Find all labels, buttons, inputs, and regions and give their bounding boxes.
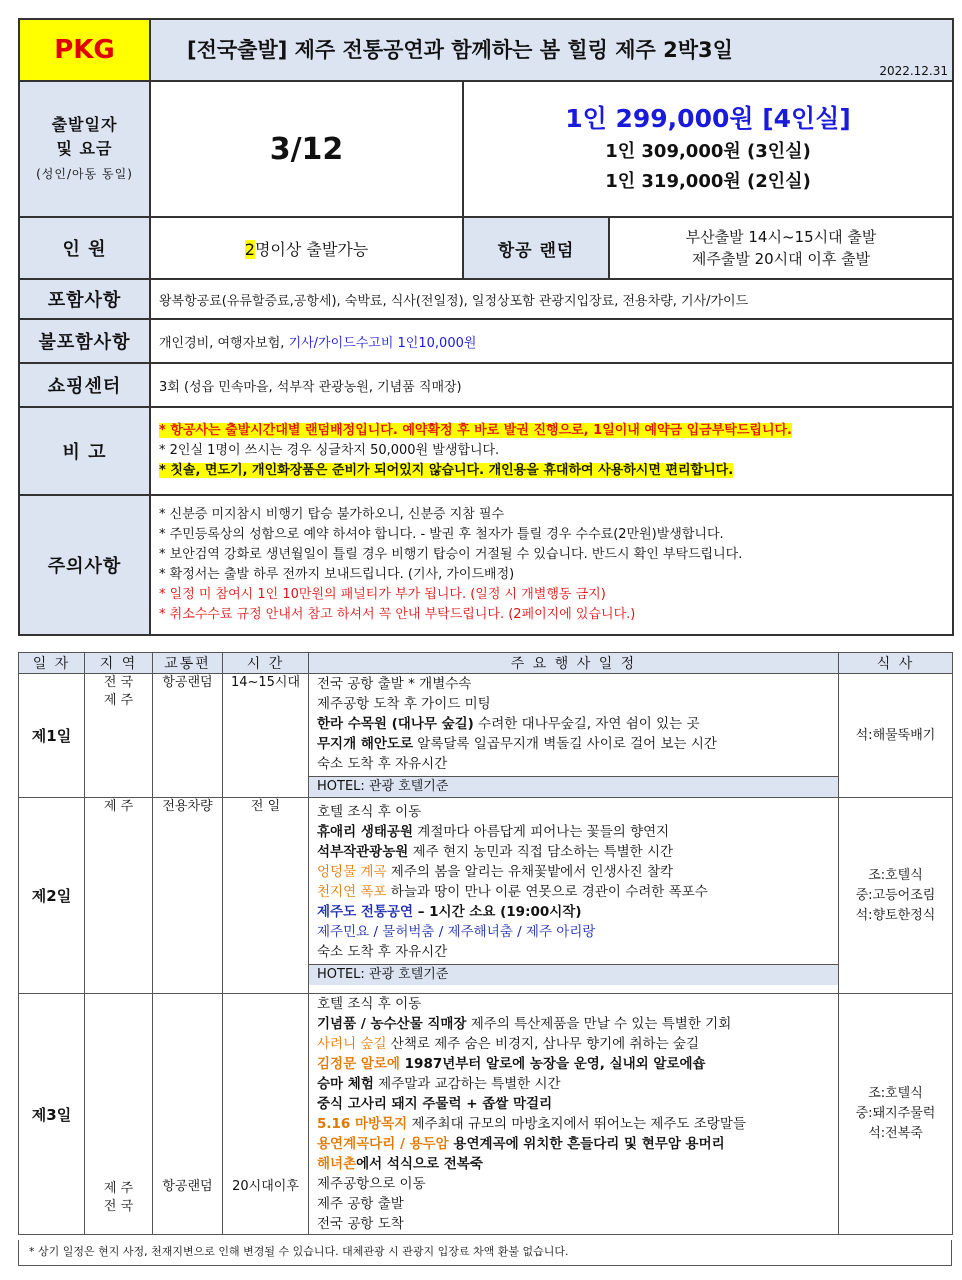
transport: 항공랜덤 [153, 994, 223, 1235]
included-value: 왕복항공료(유류할증료,공항세), 숙박료, 식사(전일정), 일정상포함 관광지입장료, 전용차량, 기사/가이드 [150, 279, 953, 319]
page-title [150, 19, 953, 81]
time: 14~15시대 [223, 674, 309, 798]
remark-line-1: * 항공사는 출발시간대별 랜덤배정입니다. 예약확정 후 바로 발권 진행으로, 1일이내 예약금 입금부탁드립니다. [159, 423, 792, 438]
footer-note: * 상기 일정은 현지 사정, 천재지변으로 인해 변경될 수 있습니다. 대체관광 시 관광지 입장료 차액 환불 없습니다. [18, 1240, 952, 1266]
pkg-badge: PKG [19, 19, 150, 81]
people-label: 인 원 [19, 217, 150, 279]
itinerary-table [18, 652, 953, 1235]
hotel-info: HOTEL: 관광 호텔기준 [309, 776, 838, 797]
price-cell [463, 81, 953, 217]
day-row [19, 798, 953, 994]
col-header-meal: 식 사 [839, 653, 953, 674]
flight-times: 부산출발 14시~15시대 출발 제주출발 20시대 이후 출발 [609, 217, 953, 279]
excluded-label: 불포함사항 [19, 319, 150, 363]
shopping-label: 쇼핑센터 [19, 363, 150, 407]
caution-line: * 확정서는 출발 하루 전까지 보내드립니다. (기사, 가이드배정) [159, 567, 515, 582]
remarks-label: 비 고 [19, 407, 150, 495]
remark-line-2: * 2인실 1명이 쓰시는 경우 싱글차지 50,000원 발생합니다. [159, 443, 500, 458]
excluded-value: 개인경비, 여행자보험, 기사/가이드수고비 1인10,000원 [150, 319, 953, 363]
info-table [18, 18, 954, 636]
transport: 항공랜덤 [153, 674, 223, 798]
caution-line: * 주민등록상의 성함으로 예약 하셔야 합니다. - 발권 후 철자가 틀릴 경우 수수료(2만원)발생합니다. [159, 527, 724, 542]
time: 20시대이후 [223, 994, 309, 1235]
price-3room: 1인 309,000원 (3인실) [605, 141, 811, 162]
day-row [19, 674, 953, 798]
day-row [19, 994, 953, 1235]
caution-line: * 보안검역 강화로 생년월일이 틀릴 경우 비행기 탑승이 거절될 수 있습니다. 반드시 확인 부탁드립니다. [159, 547, 743, 562]
caution-label: 주의사항 [19, 495, 150, 635]
schedule: 호텔 조식 후 이동 휴애리 생태공원 계절마다 아름답게 피어나는 꽃들의 향연지 석부작관광농원 제주 현지 농민과 직접 담소하는 특별한 시간 엉덩물 계곡 제주의 봄을 알리는 유채꽃밭에서 인생사진 찰칵 천지연 폭포 하늘과 땅이 만나 이룬 연못으로 경관이 수려한 폭포수 제주도 전통공연 – 1시간 소요 (19:00시작) 제주민요 / 물허벅춤 / 제주해녀춤 / 제주 아리랑 숙소 도착 후 자유시간 HOTEL: 관광 호텔기준 [309, 798, 839, 994]
region: 제 주 전 국 [85, 994, 153, 1235]
shopping-value: 3회 (성읍 민속마을, 석부작 관광농원, 기념품 직매장) [150, 363, 953, 407]
day-label: 제2일 [19, 798, 85, 994]
caution-line-red: * 취소수수료 규정 안내서 참고 하셔서 꼭 안내 부탁드립니다. (2페이지에 있습니다.) [159, 607, 636, 622]
col-header-day: 일 자 [19, 653, 85, 674]
meal: 조:호텔식 중:돼지주물럭 석:전복죽 [839, 994, 953, 1235]
col-header-region: 지 역 [85, 653, 153, 674]
meal: 석:해물뚝배기 [839, 674, 953, 798]
caution-value [150, 495, 953, 635]
transport: 전용차량 [153, 798, 223, 994]
departure-label: 출발일자 및 요금 (성인/아동 동일) [19, 81, 150, 217]
schedule: 전국 공항 출발 * 개별수속 제주공항 도착 후 가이드 미팅 한라 수목원 (대나무 숲길) 수려한 대나무숲길, 자연 쉼이 있는 곳 무지개 해안도로 알록달록 일곱무지개 벽돌길 사이로 걸어 보는 시간 숙소 도착 후 자유시간 HOTEL: 관광 호텔기준 [309, 674, 839, 798]
people-value: 2명이상 출발가능 [150, 217, 463, 279]
flight-label: 항공 랜덤 [463, 217, 609, 279]
day-label: 제3일 [19, 994, 85, 1235]
schedule: 호텔 조식 후 이동 기념품 / 농수산물 직매장 제주의 특산제품을 만날 수 있는 특별한 기회 사려니 숲길 산책로 제주 숨은 비경지, 삼나무 향기에 취하는 숲길 김정문 알로에 1987년부터 알로에 농장을 운영, 실내외 알로에숍 승마 체험 제주말과 교감하는 특별한 시간 중식 고사리 돼지 주물럭 + 좁쌀 막걸리 5.16 마방목지 제주최대 규모의 마방초지에서 뛰어노는 제주도 조랑말들 용연계곡다리 / 용두암 용연계곡에 위치한 흔들다리 및 현무암 용머리 해녀촌에서 석식으로 전복죽 제주공항으로 이동 제주 공항 출발 전국 공항 도착 [309, 994, 839, 1235]
price-2room: 1인 319,000원 (2인실) [605, 171, 811, 192]
day-label: 제1일 [19, 674, 85, 798]
price-main: 1인 299,000원 [4인실] [565, 104, 851, 133]
issue-date: 2022.12.31 [879, 64, 949, 78]
caution-line-red: * 일정 미 참여시 1인 10만원의 패널티가 부가 됩니다. (일정 시 개별행동 금지) [159, 587, 606, 602]
remarks-value [150, 407, 953, 495]
caution-line: * 신분증 미지참시 비행기 탑승 불가하오니, 신분증 지참 필수 [159, 507, 505, 522]
col-header-schedule: 주 요 행 사 일 정 [309, 653, 839, 674]
col-header-time: 시 간 [223, 653, 309, 674]
col-header-transport: 교통편 [153, 653, 223, 674]
title-text: [전국출발] 제주 전통공연과 함께하는 봄 힐링 제주 2박3일 [187, 38, 733, 62]
hotel-info: HOTEL: 관광 호텔기준 [309, 964, 838, 985]
region: 제 주 [85, 798, 153, 994]
time: 전 일 [223, 798, 309, 994]
included-label: 포함사항 [19, 279, 150, 319]
region: 전 국 제 주 [85, 674, 153, 798]
departure-date: 3/12 [150, 81, 463, 217]
remark-line-3: * 칫솔, 면도기, 개인화장품은 준비가 되어있지 않습니다. 개인용을 휴대하여 사용하시면 편리합니다. [159, 463, 734, 478]
meal: 조:호텔식 중:고등어조림 석:향토한정식 [839, 798, 953, 994]
